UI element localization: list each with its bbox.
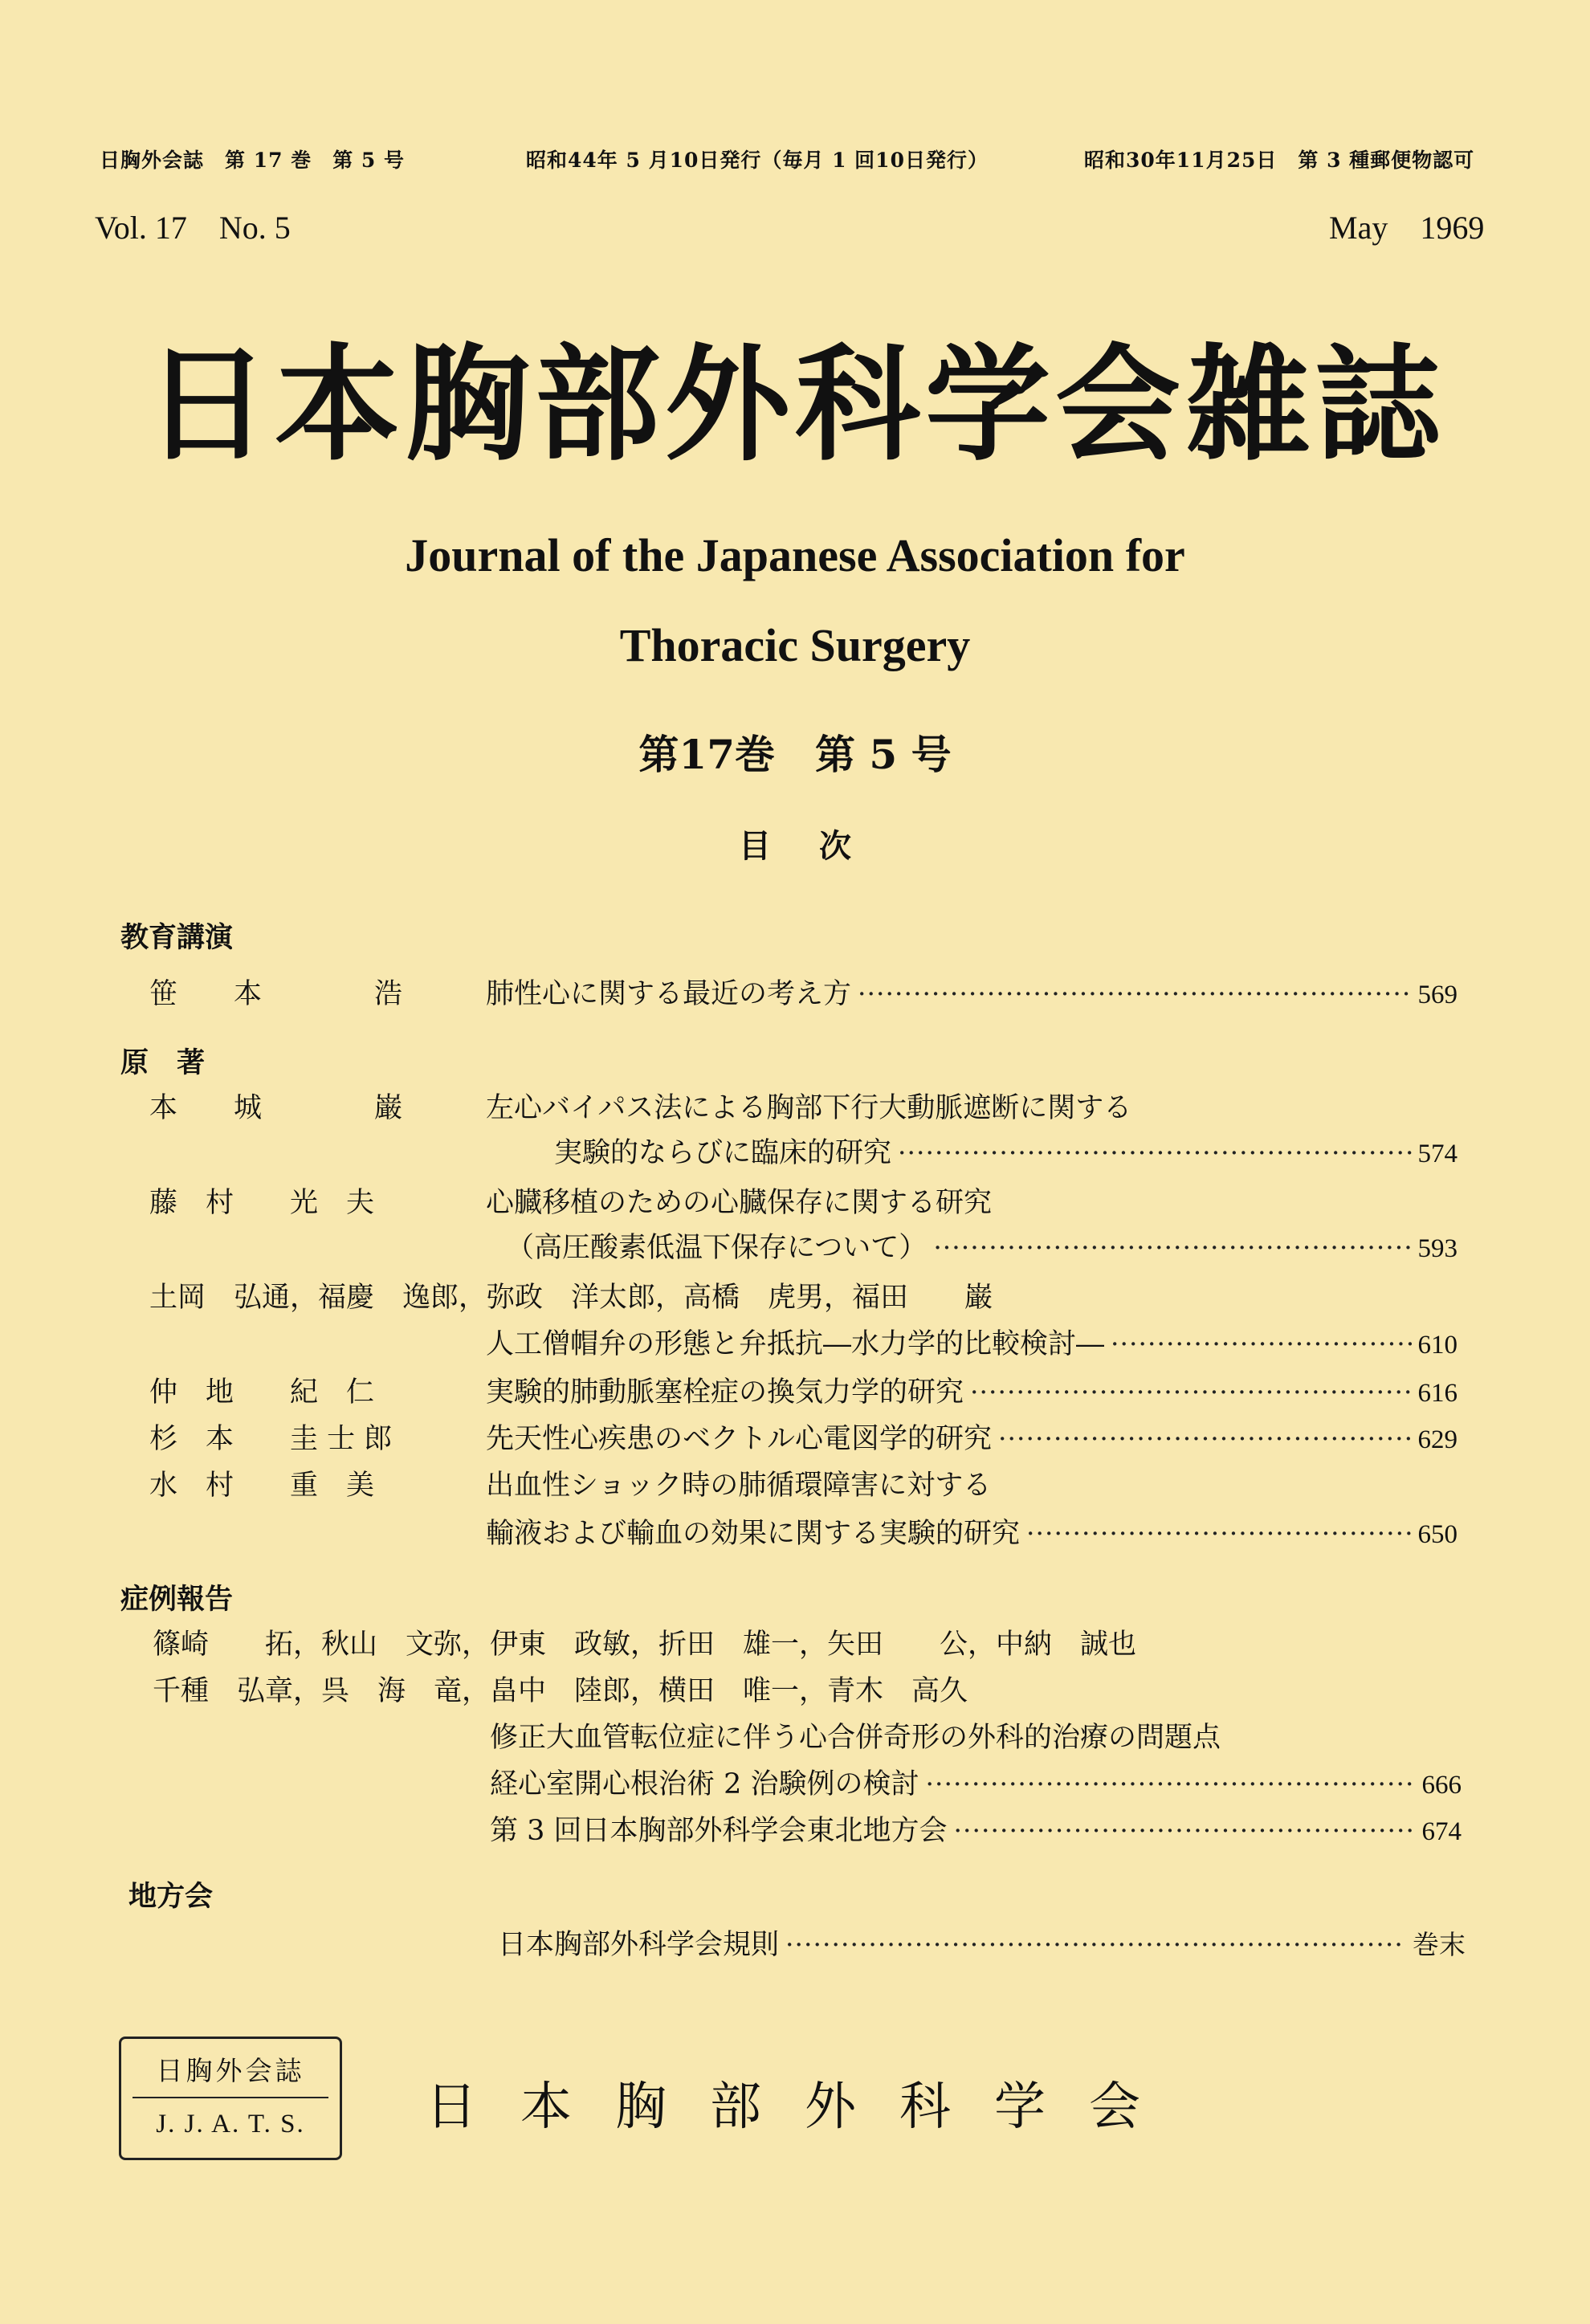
entry-title: 肺性心に関する最近の考え方 xyxy=(486,978,852,1010)
entry-page: 666 xyxy=(1421,1771,1462,1800)
entry-page: 574 xyxy=(1417,1140,1458,1168)
toc-entry xyxy=(498,1922,1466,1963)
entry-title: 実験的肺動脈塞栓症の換気力学的研究 xyxy=(486,1376,964,1409)
entry-title-cont: 輸液および輸血の効果に関する実験的研究 xyxy=(486,1518,1021,1550)
entry-page: 674 xyxy=(1421,1817,1462,1846)
toc-heading: 目次 xyxy=(739,827,899,865)
journal-title-english-1: Journal of the Japanese Association for xyxy=(405,529,1185,581)
volume-number: Vol. 17 No. 5 xyxy=(95,210,291,246)
entry-authors: 千種 弘章，呉 海 竜，畠中 陸郎，横田 唯一，青木 高久 xyxy=(153,1675,968,1707)
entry-title: 出血性ショック時の肺循環障害に対する xyxy=(486,1470,992,1502)
entry-title: 人工僧帽弁の形態と弁抵抗―水力学的比較検討― xyxy=(486,1328,1105,1360)
abbrev-japanese: 日胸外会誌 xyxy=(156,2055,305,2086)
header-meta-mid: 昭和44年 5 月10日発行（毎月 1 回10日発行） xyxy=(526,149,989,172)
journal-abbrev-box xyxy=(119,2037,342,2160)
entry-authors: 土岡 弘通，福慶 逸郎，弥政 洋太郎，高橋 虎男，福田 巌 xyxy=(149,1282,993,1314)
section-case-reports: 症例報告 xyxy=(120,1583,234,1616)
entry-author: 本 城 巌 xyxy=(149,1092,403,1124)
entry-page: 629 xyxy=(1417,1425,1458,1454)
entry-author: 笹 本 浩 xyxy=(149,978,403,1010)
entry-title: 心臓移植のための心臓保存に関する研究 xyxy=(486,1187,993,1219)
entry-title: 先天性心疾患のベクトル心電図学的研究 xyxy=(486,1423,993,1455)
entry-page: 616 xyxy=(1417,1379,1458,1408)
dot-leader xyxy=(1111,1328,1411,1360)
entry-title: 日本胸部外科学会規則 xyxy=(498,1929,780,1961)
entry-title-cont: 実験的ならびに臨床的研究 xyxy=(554,1137,892,1169)
toc-entry xyxy=(490,1762,1462,1802)
box-divider xyxy=(132,2097,328,2098)
dot-leader xyxy=(998,1423,1411,1454)
entry-page: 650 xyxy=(1417,1520,1458,1549)
toc-entry xyxy=(506,1225,1458,1266)
entry-page: 569 xyxy=(1417,981,1458,1009)
entry-author: 杉 本 圭 士 郎 xyxy=(149,1423,393,1455)
toc-entry xyxy=(486,1511,1458,1551)
toc-entry xyxy=(486,1370,1458,1410)
toc-entry xyxy=(486,972,1458,1012)
toc-entry xyxy=(486,1322,1458,1362)
dot-leader xyxy=(1026,1518,1411,1549)
toc-entry xyxy=(490,1808,1462,1849)
dot-leader xyxy=(858,978,1411,1009)
entry-title: 第 3 回日本胸部外科学会東北地方会 xyxy=(490,1815,948,1847)
entry-title: 左心バイパス法による胸部下行大動脈遮断に関する xyxy=(486,1092,1132,1124)
entry-title-cont: （高圧酸素低温下保存について） xyxy=(506,1232,928,1264)
publisher-name: 日本胸部外科学会 xyxy=(426,2077,1184,2137)
section-lecture: 教育講演 xyxy=(120,921,234,954)
journal-title-english-2: Thoracic Surgery xyxy=(619,619,971,671)
entry-author: 仲 地 紀 仁 xyxy=(149,1376,375,1409)
entry-page: 巻末 xyxy=(1413,1931,1466,1960)
entry-title: 修正大血管転位症に伴う心合併奇形の外科的治療の問題点 xyxy=(490,1722,1221,1754)
toc-entry xyxy=(554,1131,1458,1171)
journal-title-japanese: 日本胸部外科学会雑誌 xyxy=(145,331,1445,478)
entry-author: 藤 村 光 夫 xyxy=(149,1187,375,1219)
entry-page: 593 xyxy=(1417,1234,1458,1263)
dot-leader xyxy=(785,1929,1406,1960)
entry-page: 610 xyxy=(1417,1331,1458,1360)
dot-leader xyxy=(926,1768,1416,1800)
dot-leader xyxy=(898,1137,1411,1168)
entry-author: 水 村 重 美 xyxy=(149,1470,375,1502)
dot-leader xyxy=(970,1376,1411,1408)
issue-label: 第17巻 第 5 号 xyxy=(638,731,952,778)
abbrev-english: J. J. A. T. S. xyxy=(156,2110,305,2138)
issue-date: May 1969 xyxy=(1329,210,1485,246)
header-meta-right: 昭和30年11月25日 第 3 種郵便物認可 xyxy=(1084,149,1475,172)
dot-leader xyxy=(954,1815,1416,1846)
toc-entry xyxy=(486,1417,1458,1457)
dot-leader xyxy=(933,1232,1411,1263)
header-meta-left: 日胸外会誌 第 17 巻 第 5 号 xyxy=(100,149,406,172)
section-regional: 地方会 xyxy=(128,1880,214,1913)
entry-authors: 篠崎 拓，秋山 文弥，伊東 政敏，折田 雄一，矢田 公，中納 誠也 xyxy=(153,1629,1137,1661)
section-original: 原 著 xyxy=(120,1046,206,1079)
entry-title-cont: 経心室開心根治術 2 治験例の検討 xyxy=(490,1768,919,1800)
